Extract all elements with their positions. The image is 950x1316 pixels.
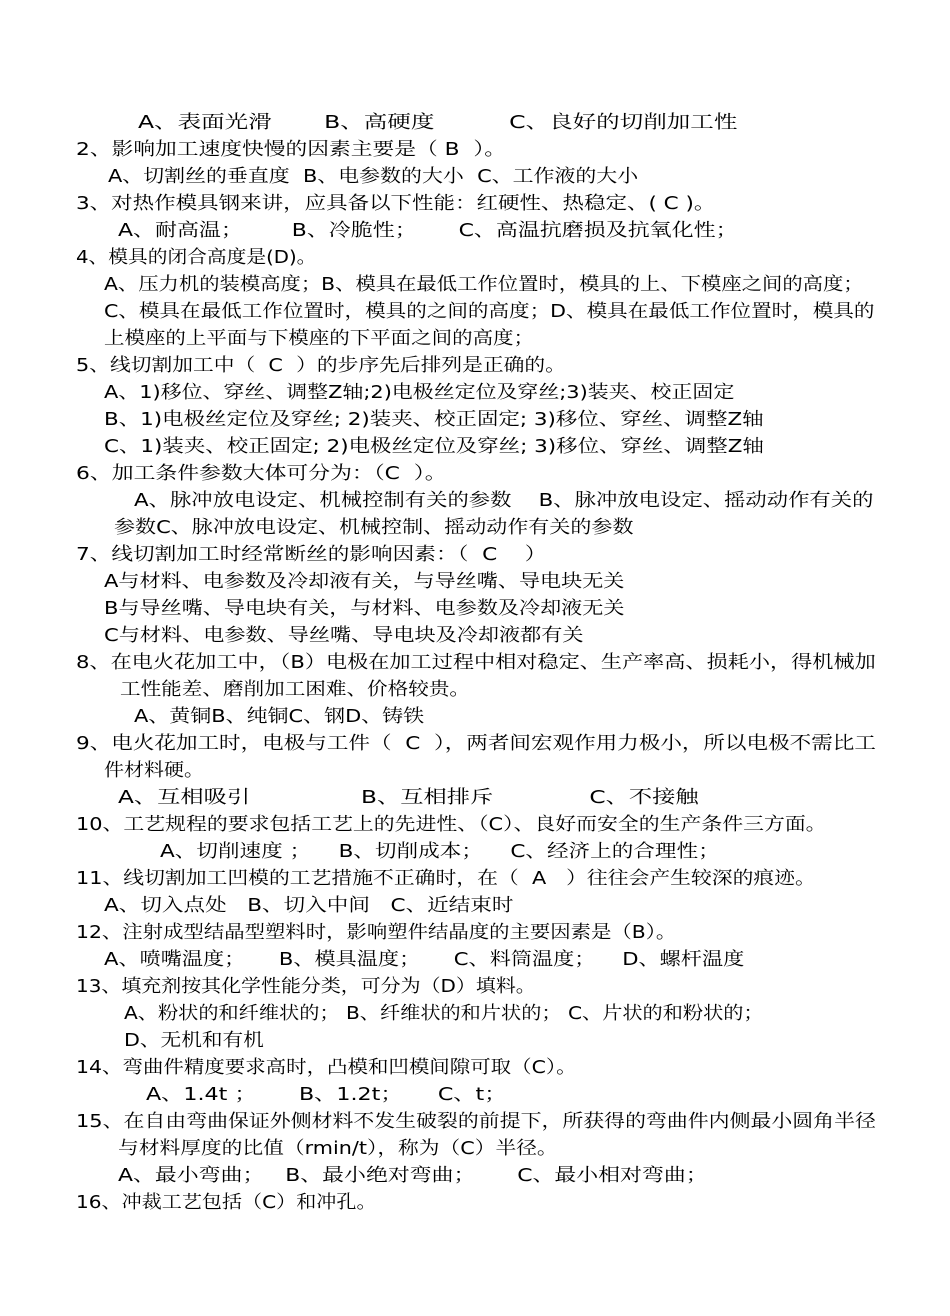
q8-stem-line-2: 工性能差、磨削加工困难、价格较贵。 [120,679,471,700]
q2-stem: 2、影响加工速度快慢的因素主要是（ B ）。 [76,139,506,160]
q5-stem: 5、线切割加工中（ C ）的步序先后排列是正确的。 [76,355,566,376]
q7-option-b: B与导丝嘴、导电块有关，与材料、电参数及冷却液无关 [104,598,625,619]
q7-stem: 7、线切割加工时经常断丝的影响因素：（ C ） [76,544,547,565]
q3-stem: 3、对热作模具钢来讲，应具备以下性能：红硬性、热稳定、( C )。 [76,193,716,214]
q6-stem: 6、加工条件参数大体可分为：（C ）。 [76,463,447,484]
q5-option-b: B、1)电极丝定位及穿丝; 2)装夹、校正固定; 3)移位、穿丝、调整Z轴 [104,409,764,430]
q9-options: A、互相吸引 B、互相排斥 C、不接触 [118,787,699,808]
q15-stem-line-2: 与材料厚度的比值（rmin/t），称为（C）半径。 [118,1138,558,1159]
q6-option-line-2: 参数C、脉冲放电设定、机械控制、摇动动作有关的参数 [114,517,634,538]
q4-option-line-1: A、压力机的装模高度；B、模具在最低工作位置时，模具的上、下模座之间的高度； [104,274,864,295]
q13-options-line-1: A、粉状的和纤维状的； B、纤维状的和片状的； C、片状的和粉状的； [124,1003,764,1024]
q8-options: A、黄铜B、纯铜C、钢D、铸铁 [134,706,425,727]
q13-stem: 13、填充剂按其化学性能分类，可分为（D）填料。 [76,976,536,997]
q3-options: A、耐高温； B、冷脆性； C、高温抗磨损及抗氧化性； [118,220,738,241]
q7-option-a: A与材料、电参数及冷却液有关，与导丝嘴、导电块无关 [104,571,625,592]
q4-option-line-3: 上模座的上平面与下模座的下平面之间的高度； [104,328,535,349]
q13-options-line-2: D、无机和有机 [124,1030,264,1051]
q1-options: A、表面光滑 B、高硬度 C、良好的切削加工性 [138,112,738,133]
q14-options: A、1.4t ； B、1.2t； C、t； [146,1084,507,1105]
q11-stem: 11、线切割加工凹模的工艺措施不正确时，在（ A ）往往会产生较深的痕迹。 [76,868,816,889]
q14-stem: 14、弯曲件精度要求高时，凸模和凹模间隙可取（C）。 [76,1057,577,1078]
q10-stem: 10、工艺规程的要求包括工艺上的先进性、（C）、良好而安全的生产条件三方面。 [76,814,827,835]
q9-stem-line-1: 9、电火花加工时，电极与工件（ C ），两者间宏观作用力极小，所以电极不需比工 [76,733,876,754]
q12-options: A、喷嘴温度； B、模具温度； C、料筒温度； D、螺杆温度 [104,949,745,970]
q15-options: A、最小弯曲； B、最小绝对弯曲； C、最小相对弯曲； [118,1165,708,1186]
q11-options: A、切入点处 B、切入中间 C、近结束时 [104,895,514,916]
q5-option-a: A、1)移位、穿丝、调整Z轴;2)电极丝定位及穿丝;3)装夹、校正固定 [104,382,735,403]
q4-stem: 4、模具的闭合高度是(D)。 [76,247,317,268]
q2-options: A、切割丝的垂直度 B、电参数的大小 C、工作液的大小 [108,166,639,187]
q12-stem: 12、注射成型结晶型塑料时，影响塑件结晶度的主要因素是（B）。 [76,922,677,943]
q6-option-line-1: A、脉冲放电设定、机械控制有关的参数 B、脉冲放电设定、摇动动作有关的 [134,490,874,511]
q16-stem: 16、冲裁工艺包括（C）和冲孔。 [76,1192,377,1213]
q7-option-c: C与材料、电参数、导丝嘴、导电块及冷却液都有关 [104,625,584,646]
q8-stem-line-1: 8、在电火花加工中，（B）电极在加工过程中相对稳定、生产率高、损耗小，得机械加 [76,652,876,673]
q5-option-c: C、1)装夹、校正固定; 2)电极丝定位及穿丝; 3)移位、穿丝、调整Z轴 [104,436,764,457]
q15-stem-line-1: 15、在自由弯曲保证外侧材料不发生破裂的前提下，所获得的弯曲件内侧最小圆角半径 [76,1111,876,1132]
q9-stem-line-2: 件材料硬。 [104,760,204,781]
q10-options: A、切削速度 ； B、切削成本； C、经济上的合理性； [160,841,720,862]
q4-option-line-2: C、模具在最低工作位置时，模具的之间的高度；D、模具在最低工作位置时，模具的 [104,301,875,322]
